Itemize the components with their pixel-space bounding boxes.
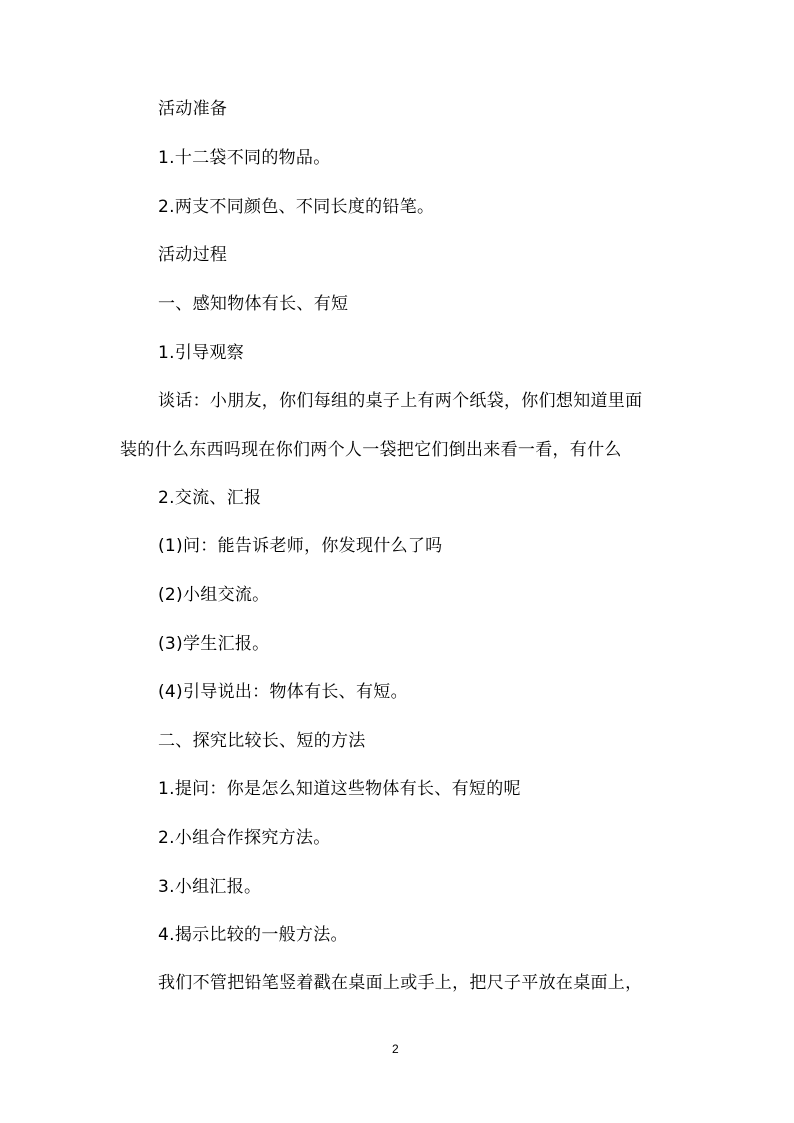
paragraph-line: 3.小组汇报。 — [158, 877, 262, 897]
page-number: 2 — [392, 1042, 399, 1056]
paragraph-line: 4.揭示比较的一般方法。 — [158, 925, 348, 945]
paragraph-line: (1)问：能告诉老师，你发现什么了吗 — [158, 536, 443, 556]
paragraph-line: (3)学生汇报。 — [158, 634, 270, 654]
paragraph-line: 2.交流、汇报 — [158, 488, 262, 508]
paragraph-line: 1.十二袋不同的物品。 — [158, 148, 331, 168]
paragraph-line: 谈话：小朋友，你们每组的桌子上有两个纸袋，你们想知道里面 — [158, 391, 643, 411]
paragraph-line: 1.提问：你是怎么知道这些物体有长、有短的呢 — [158, 779, 521, 799]
heading-activity-process: 活动过程 — [158, 245, 228, 265]
paragraph-line: (4)引导说出：物体有长、有短。 — [158, 682, 408, 702]
paragraph-line: 装的什么东西吗现在你们两个人一袋把它们倒出来看一看，有什么 — [120, 440, 622, 460]
paragraph-line: 2.小组合作探究方法。 — [158, 828, 331, 848]
paragraph-line: 我们不管把铅笔竖着戳在桌面上或手上，把尺子平放在桌面上， — [158, 973, 643, 993]
paragraph-line: 2.两支不同颜色、不同长度的铅笔。 — [158, 197, 435, 217]
paragraph-line: (2)小组交流。 — [158, 585, 270, 605]
section-heading: 二、探究比较长、短的方法 — [158, 731, 366, 751]
paragraph-line: 1.引导观察 — [158, 343, 245, 363]
heading-activity-preparation: 活动准备 — [158, 99, 228, 119]
section-heading: 一、感知物体有长、有短 — [158, 294, 349, 314]
